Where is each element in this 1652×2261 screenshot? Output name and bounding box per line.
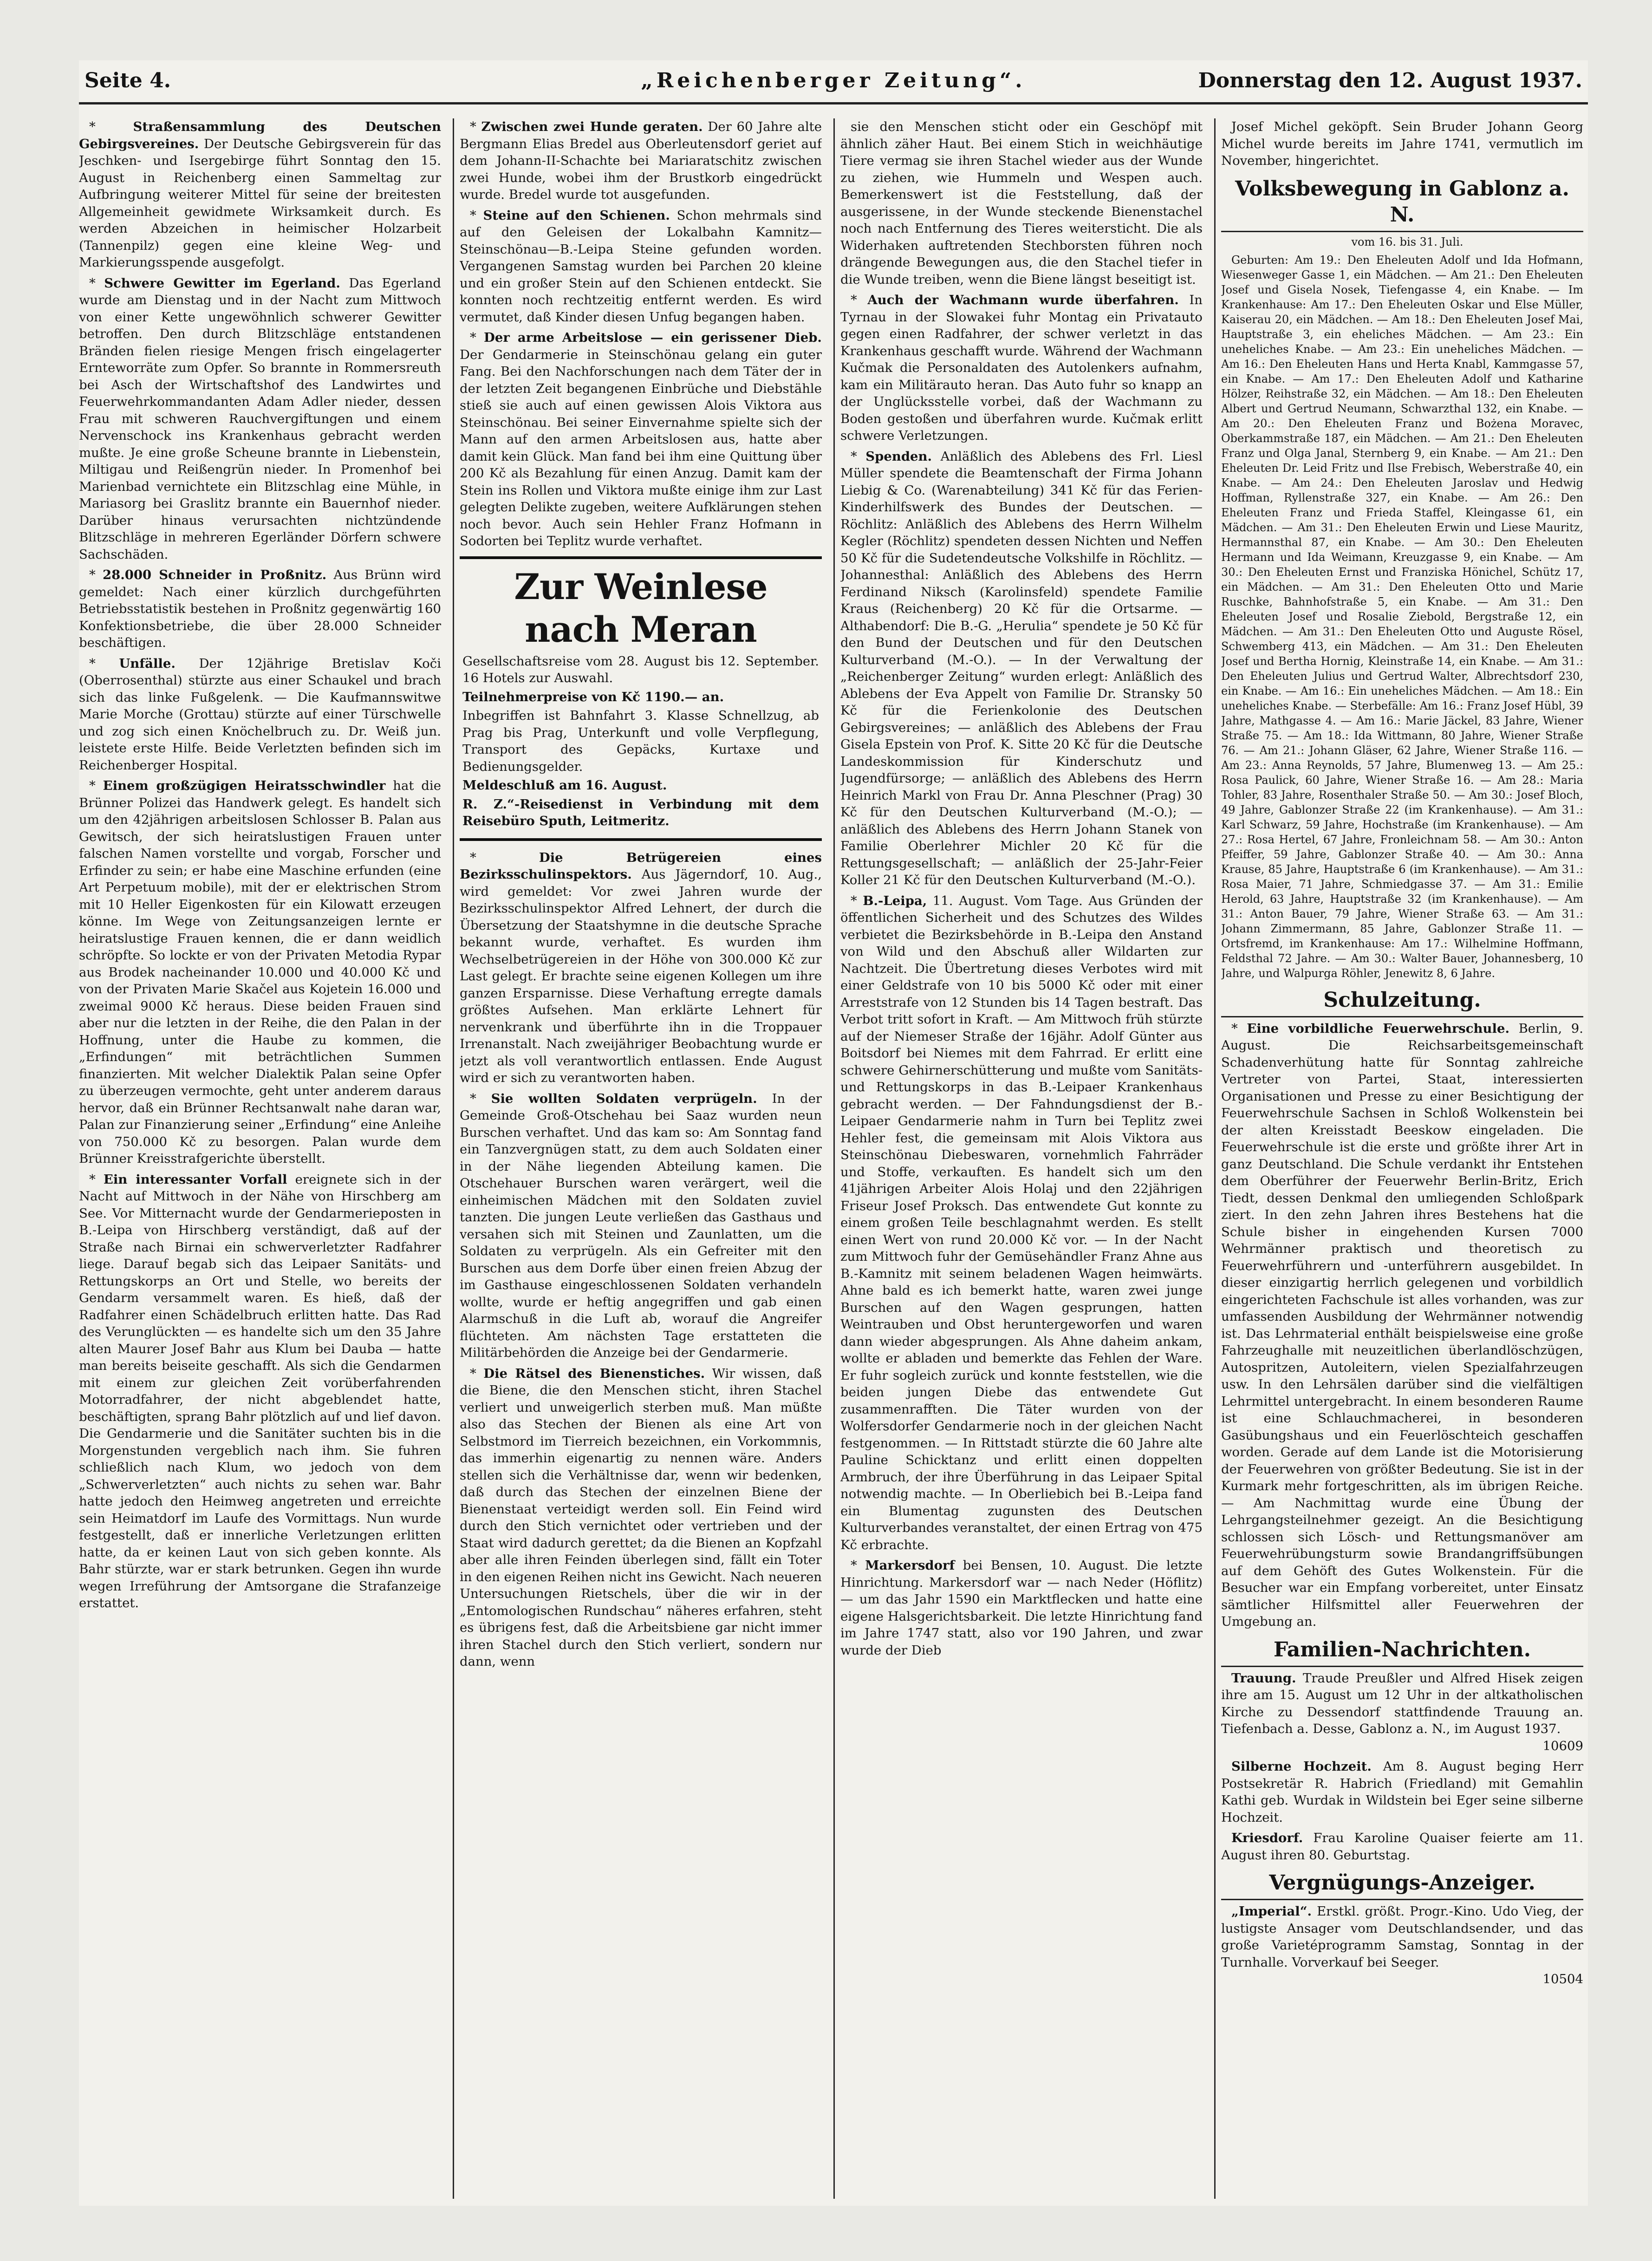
article: * Zwischen zwei Hunde geraten. Der 60 Jahre alte Bergmann Elias Bredel aus Oberleutensdorf geriet auf dem Johann-II-Schachte bei Mariaratschitz zwischen zwei Hunde, wobei ihm der Brustkorb eingedrückt wurde. Bredel wurde tot ausgefunden. bbox=[460, 119, 822, 202]
ad-deadline: Meldeschluß am 16. August. bbox=[462, 778, 667, 793]
article-title: B.-Leipa, bbox=[863, 893, 927, 908]
article-title: Die Rätsel des Bienenstiches. bbox=[483, 1366, 705, 1381]
article-title: Markersdorf bbox=[865, 1558, 955, 1573]
notice-text: Frau Karoline Quaiser feierte am 11. August ihren 80. Geburtstag. bbox=[1221, 1831, 1583, 1863]
article-title: Zwischen zwei Hunde geraten. bbox=[481, 119, 703, 134]
article-text: Aus Brünn wird gemeldet: Nach einer kürzlich durchgeführten Betriebsstatistik bestehen in Proßnitz gegenwärtig 160 Konfektionsbetriebe, die über 28.000 Schneider beschäftigen. bbox=[79, 567, 441, 650]
notice-text: Erstkl. größt. Progr.-Kino. Udo Vieg, der lustigste Ansager vom Deutschlandsender, und das große Varietéprogramm Samstag, Sonntag in der Turnhalle. Vorverkauf bei Seeger. bbox=[1221, 1904, 1583, 1970]
article-text: Das Egerland wurde am Dienstag und in der Nacht zum Mittwoch von einer Kette ungewöhnlich schwerer Gewitter betroffen. Den durch Blitzschläge entstandenen Bränden fielen riesige Mengen frisch eingelagerter Ernteworräte zum Opfer. So brannte in Rommersreuth bei Asch der Wirtschaftshof des Landwirtes und Feuerwehrkommandanten Adam Adler nieder, dessen Frau mit schweren Rauchvergiftungen und einem Nervenschock ins Krankenhaus gebracht werden mußte. Je eine große Scheune brannte in Liebenstein, Miltigau und Reißengrün nieder. In Promenhof bei Marienbad vernichtete ein Blitzschlag eine Mühle, in Mariasorg bei Graslitz brannte ein Bauernhof nieder. Darüber hinaus verursachten nichtzündende Blitzschläge in mehreren Egerländer Dörfern schwere Sachschäden. bbox=[79, 275, 441, 562]
article: * 28.000 Schneider in Proßnitz. Aus Brünn wird gemeldet: Nach einer kürzlich durchgeführten Betriebsstatistik bestehen in Proßnitz gegenwärtig 160 Konfektionsbetriebe, die über 28.000 Schneider beschäftigen. bbox=[79, 567, 441, 650]
entertainment-notice bbox=[1221, 1903, 1583, 1988]
article: * Die Rätsel des Bienenstiches. Wir wissen, daß die Biene, die den Menschen sticht, ihren Stachel verliert und unweigerlich sterben muß. Man müßte also das Stechen der Bienen als eine Art von Selbstmord im Tierreich bezeichnen, ein Vorkommnis, das immerhin eigenartig zu nennen wäre. Anders stellen sich die Verhältnisse dar, wenn wir bedenken, daß durch das Stechen der einzelnen Biene der Bienenstaat verteidigt werden soll. Ein Feind wird durch den Stich vernichtet oder vertrieben und der Staat wird dadurch gerettet; da die Bienen an Kopfzahl aber alle ihren Feinden überlegen sind, fällt ein Toter in den eigenen Reihen nicht ins Gewicht. Nach neueren Untersuchungen Rietschels, über die wir in der „Entomologischen Rundschau“ näheres erfahren, steht es übrigens fest, daß die Arbeitsbiene gar nicht immer ihren Stachel durch den Stich verliert, sondern nur dann, wenn bbox=[460, 1366, 822, 1669]
article: * Sie wollten Soldaten verprügeln. In der Gemeinde Groß-Otschehau bei Saaz wurden neun Burschen verhaftet. Und das kam so: Am Sonntag fand ein Tanzvergnügen statt, zu dem auch Soldaten einer in der Nähe liegenden Abteilung kamen. Die Otschehauer Burschen waren verärgert, weil die einheimischen Mädchen mit den Soldaten zuviel tanzten. Die jungen Leute verließen das Gasthaus und versahen sich mit Steinen und Zaunlatten, um die Soldaten zu verprügeln. Als ein Gefreiter mit den Burschen aus dem Dorfe über einen freien Abzug der im Gasthause eingeschlossenen Soldaten verhandeln wollte, wurde er heftig angegriffen und gab einen Alarmschuß in die Luft ab, worauf die Angreifer flüchteten. Am nächsten Tage erstatteten die Militärbehörden die Anzeige bei der Gendarmerie. bbox=[460, 1091, 822, 1360]
article: * Straßensammlung des Deutschen Gebirgsvereines. Der Deutsche Gebirgsverein für das Jeschken- und Isergebirge führt Sonntag den 15. August in Reichenberg einen Sammeltag zur Aufbringung weiterer Mittel für seine der breitesten Allgemeinheit gewidmete Wirksamkeit durch. Es werden Abzeichen in heimischer Holzarbeit (Tannenpilz) gegen eine kleine Weg- und Markierungsspende ausgefolgt. bbox=[79, 119, 441, 270]
notice-reference: 10504 bbox=[1542, 1972, 1583, 1987]
article: * Ein interessanter Vorfall ereignete sich in der Nacht auf Mittwoch in der Nähe von Hirschberg am See. Vor Mitternacht wurde der Gendarmerieposten in B.-Leipa von Hirschberg verständigt, daß auf der Straße nach Birnai ein schwerverletzter Radfahrer liege. Darauf begab sich das Leipaer Sanitäts- und Rettungskorps an Ort und Stelle, wo bereits der Gendarm versammelt waren. Es hieß, daß der Radfahrer einen Schädelbruch erlitten hatte. Das Rad des Verunglückten — es handelte sich um den 35 Jahre alten Maurer Josef Bahr aus Klum bei Dauba — hatte man bereits beiseite geschafft. Als sich die Gendarmen mit einem zur gleichen Zeit vorüberfahrenden Motorradfahrer, der nicht abgeblendet hatte, beschäftigten, sprang Bahr plötzlich auf und lief davon. Die Gendarmerie und die Sanitäter suchten bis in die Morgenstunden vergeblich nach ihm. Sie fuhren schließlich nach Klum, wo jedoch von dem „Schwerverletzten“ auch nichts zu sehen war. Bahr hatte jedoch den Heimweg angetreten und erreichte sein Heimatdorf im Laufe des Vormittags. Nun wurde festgestellt, daß er innerliche Verletzungen erlitten hatte, da er keinen Laut von sich geben konnte. Als Bahr stürzte, war er stark betrunken. Gegen ihn wurde wegen Irreführung der Amtsorgane die Strafanzeige erstattet. bbox=[79, 1172, 441, 1610]
ad-organizer: R. Z.“-Reisedienst in Verbindung mit dem Reisebüro Sputh, Leitmeritz. bbox=[462, 796, 819, 828]
article-text: In der Gemeinde Groß-Otschehau bei Saaz wurden neun Burschen verhaftet. Und das kam so: Am Sonntag fand ein Tanzvergnügen statt, zu dem auch Soldaten einer in der Nähe liegenden Abteilung kamen. Die Otschehauer Burschen waren verärgert, weil die einheimischen Mädchen mit den Soldaten zuviel tanzten. Die jungen Leute verließen das Gasthaus und versahen sich mit Steinen und Zaunlatten, um die Soldaten zu verprügeln. Als ein Gefreiter mit den Burschen aus dem Dorfe über einen freien Abzug der im Gasthause eingeschlossenen Soldaten verhandeln wollte, wurde er heftig angegriffen und gab einen Alarmschuß in die Luft ab, worauf die Angreifer flüchteten. Am nächsten Tage erstatteten die Militärbehörden die Anzeige bei der Gendarmerie. bbox=[460, 1091, 822, 1360]
masthead-title: „Reichenberger Zeitung“. bbox=[641, 69, 1026, 92]
newspaper-page bbox=[79, 60, 1588, 2206]
column-1 bbox=[79, 118, 441, 2199]
ad-tour-dates: Gesellschaftsreise vom 28. August bis 12. September. 16 Hotels zur Auswahl. bbox=[462, 653, 819, 685]
article-text: In Tyrnau in der Slowakei fuhr Montag ein Privatauto gegen einen Radfahrer, der schwer verletzt in das Krankenhaus geschafft wurde. Während der Wachmann Kučmak die Personaldaten des Autolenkers aufnahm, kam ein Militärauto heran. Das Auto fuhr so knapp an der Unglücksstelle vorbei, daß der Wachmann zu Boden gestoßen und überfahren wurde. Kučmak erlitt schwere Verletzungen. bbox=[840, 293, 1203, 443]
article: * Unfälle. Der 12jährige Bretislav Koči (Oberrosenthal) stürzte aus einer Schaukel und brach sich das linke Fußgelenk. — Die Kaufmannswitwe Marie Morche (Grottau) stürzte auf einer Türschwelle und zog sich einen Knöchelbruch zu. Dr. Weiß jun. leistete erste Hilfe. Beide Verletzten befinden sich im Reichenberger Hospital. bbox=[79, 656, 441, 773]
notice-text: Am 8. August beging Herr Postsekretär R. Habrich (Friedland) mit Gemahlin Kathi geb. Wurdak in Wildstein bei Eger seine silberne Hochzeit. bbox=[1221, 1759, 1583, 1825]
article-text: Der 12jährige Bretislav Koči (Oberrosenthal) stürzte aus einer Schaukel und brach sich das linke Fußgelenk. — Die Kaufmannswitwe Marie Morche (Grottau) stürzte auf einer Türschwelle und zog sich einen Knöchelbruch zu. Dr. Weiß jun. leistete erste Hilfe. Beide Verletzten befinden sich im Reichenberger Hospital. bbox=[79, 656, 441, 773]
article-text: Berlin, 9. August. Die Reichsarbeitsgemeinschaft Schadenverhütung hatte für Sonntag zahlreiche Vertreter von Partei, Staat, interessierten Organisationen und Presse zu einer Besichtigung der Feuerwehrschule Sachsen in Schloß Wolkenstein bei der alten Kreisstadt Beeskow eingeladen. Die Feuerwehrschule ist die erste und größte ihrer Art in ganz Deutschland. Die Schule verdankt ihr Entstehen dem Oberführer der Feuerwehr Berlin-Britz, Erich Tiedt, dessen Denkmal den umliegenden Schloßpark ziert. In den zehn Jahren ihres Bestehens hat die Schule bisher in eingehenden Kursen 7000 Wehrmänner praktisch und theoretisch zu Feuerwehrführern und -unterführern ausgebildet. In dieser einzigartig herrlich gelegenen und vorbildlich eingerichteten Fachschule ist alles vorhanden, was zur umfassenden Ausbildung der Wehrmänner notwendig ist. Das Lehrmaterial enthält beispielsweise eine große Fahrzeughalle mit neuzeitlichen überlandlöschzügen, Autospritzen, Autoleitern, vielen Spezialfahrzeugen usw. In den Lehrsälen darüber sind die vielfältigen Lehrmittel untergebracht. In einem besonderen Raume ist eine Schlauchmacherei, in besonderen Gasübungshaus und ein Feuerlöschteich geschaffen worden. Gerade auf dem Lande ist die Motorisierung der Feuerwehren von größter Bedeutung. Sie ist in der Kurmark mehr fortgeschritten, als im übrigen Reiche. — Am Nachmittag wurde eine Übung der Lehrgangsteilnehmer gezeigt. An die Besichtigung schlossen sich Lösch- und Rettungsmanöver am Feuerwehrübungsturm sowie Brandangriffsübungen auf dem Gehöft des Gutes Wolkenstein. Für die Besucher war ein Empfang vorbereitet, unter Einsatz sämtlicher Hilfsmittel aller Feuerwehren der Umgebung an. bbox=[1221, 1021, 1583, 1629]
section-title-gablonz: Volksbewegung in Gablonz a. N. bbox=[1221, 176, 1583, 232]
article-title: Schwere Gewitter im Egerland. bbox=[104, 275, 340, 291]
column-rule bbox=[453, 118, 454, 2199]
article-title: 28.000 Schneider in Proßnitz. bbox=[102, 567, 327, 582]
article-text: sie den Menschen sticht oder ein Geschöpf mit ähnlich zäher Haut. Bei einem Stich in weichhäutige Tiere vermag sie ihren Stachel wieder aus der Wunde zu ziehen, wie Hummeln und Wespen auch. Bemerkenswert ist die Feststellung, daß der ausgerissene, in der Wunde steckende Bienenstachel noch nach Entfernung des Tieres weitersticht. Die als Widerhaken auftretenden Stechborsten führen noch drängende Bewegungen aus, die den Stachel tiefer in die Wunde treiben, wenn die Biene längst beseitigt ist. bbox=[840, 119, 1203, 287]
article-text: Der Gendarmerie in Steinschönau gelang ein guter Fang. Bei den Nachforschungen nach dem Täter der in der letzten Zeit begangenen Einbrüche und Diebstähle stieß sie auch auf einen gewissen Alois Viktora aus Steinschönau. Bei seiner Einvernahme spielte sich der Mann auf den armen Arbeitslosen aus, hatte aber damit kein Glück. Man fand bei ihm eine Quittung über 200 Kč als Bezahlung für einen Anzug. Damit kam der Stein ins Rollen und Viktora mußte einige ihm zur Last gelegten Delikte zugeben, weitere Aufklärungen stehen noch bevor. Auch sein Hehler Franz Hofmann in Sodorten bei Teplitz wurde verhaftet. bbox=[460, 347, 822, 548]
issue-date: Donnerstag den 12. August 1937. bbox=[1198, 69, 1582, 92]
article-title: Spenden. bbox=[865, 449, 932, 464]
article-text: bei Bensen, 10. August. Die letzte Hinrichtung. Markersdorf war — nach Neder (Höflitz) — um das Jahr 1590 ein Marktflecken und hatte eine eigene Halsgerichtsbarkeit. Die letzte Hinrichtung fand im Jahre 1747 statt, also vor 190 Jahren, und zwar wurde der Dieb bbox=[840, 1558, 1203, 1658]
article-text: Der Deutsche Gebirgsverein für das Jeschken- und Isergebirge führt Sonntag den 15. August in Reichenberg einen Sammeltag zur Aufbringung weiterer Mittel für seine der breitesten Allgemeinheit gewidmete Wirksamkeit durch. Es werden Abzeichen in heimischer Holzarbeit (Tannenpilz) gegen eine kleine Weg- und Markierungsspende ausgefolgt. bbox=[79, 136, 441, 270]
article: * Einem großzügigen Heiratsschwindler hat die Brünner Polizei das Handwerk gelegt. Es handelt sich um den 42jährigen arbeitslosen Schlosser B. Palan aus Gewitsch, der sich heiratslustigen Frauen unter falschen Namen vorstellte und vorgab, Forscher und Erfinder zu sein; er habe eine Maschine erfunden (eine Art Perpetuum mobile), mit der er elektrischen Strom mit 10 Heller Eigenkosten für ein Kilowatt erzeugen könne. Im Wege von Zeitungsanzeigen lernte er heiratslustige Frauen kennen, die er dann weidlich schröpfte. So lockte er von der Privaten Metodia Rypar aus Brodek nacheinander 10.000 und 40.000 Kč und von der Privaten Marie Skačel aus Kojetein 16.000 und zweimal 9000 Kč heraus. Diese beiden Frauen sind aber nur die letzten in der Reihe, die den Palan in der Hoffnung, unter die Haube zu kommen, die „Erfindungen“ mit beträchtlichen Summen finanzierten. Mit welcher Dialektik Palan seine Opfer zu überzeugen vermochte, geht unter anderem daraus hervor, daß ein Brünner Rechtsanwalt nahe daran war, Palan zur Finanzierung seiner „Erfindung“ eine Anleihe von 750.000 Kč zu besorgen. Palan wurde dem Brünner Kreisstrafgerichte überstellt. bbox=[79, 778, 441, 1166]
article: * Steine auf den Schienen. Schon mehrmals sind auf den Geleisen der Lokalbahn Kamnitz—Steinschönau—B.-Leipa Steine gefunden worden. Vergangenen Samstag wurden bei Parchen 20 kleine und ein großer Stein auf den Schienen entdeckt. Sie konnten noch rechtzeitig entfernt werden. Es wird vermutet, daß Kinder diesen Unfug begangen haben. bbox=[460, 208, 822, 325]
notice-label: Silberne Hochzeit. bbox=[1231, 1759, 1372, 1774]
vital-statistics: Geburten: Am 19.: Den Eheleuten Adolf und Ida Hofmann, Wiesenweger Gasse 1, ein Mädchen. — Am 21.: Den Eheleuten Josef und Gisela Nosek, Tiefengasse 4, ein Knabe. — Im Krankenhause: Am 17.: Den Eheleuten Oskar und Else Müller, Kaiserau 20, ein Mädchen. — Am 18.: Den Eheleuten Josef Mai, Hauptstraße 3, ein eheliches Mädchen. — Am 23.: Ein uneheliches Knabe. — Am 23.: Ein uneheliches Mädchen. — Am 16.: Den Eheleuten Hans und Herta Knabl, Kammgasse 57, ein Knabe. — Am 17.: Den Eheleuten Adolf und Katharine Hölzer, Reihstraße 32, ein Mädchen. — Am 18.: Den Eheleuten Albert und Gertrud Neumann, Schwarzthal 132, ein Knabe. — Am 20.: Den Eheleuten Franz und Bożena Moravec, Oberkammstraße 187, ein Mädchen. — Am 21.: Den Eheleuten Franz und Olga Janal, Sternberg 9, ein Knabe. — Am 21.: Den Eheleuten Dr. Leid Fritz und Ilse Frebisch, Weberstraße 40, ein Knabe. — Am 24.: Den Eheleuten Jaroslav und Hedwig Hoffman, Ryllenstraße 327, ein Knabe. — Am 26.: Den Eheleuten Franz und Frieda Staffel, Kleingasse 61, ein Mädchen. — Am 31.: Den Eheleuten Erwin und Liese Mauritz, Hermannsthal 87, ein Knabe. — Am 30.: Den Eheleuten Hermann und Ida Weimann, Kreuzgasse 9, ein Knabe. — Am 30.: Den Eheleuten Ernst und Franziska Hönichel, Schütz 17, ein Mädchen. — Am 31.: Den Eheleuten Otto und Marie Ruschke, Bahnhofstraße 5, ein Knabe. — Am 31.: Den Eheleuten Josef und Rosalie Ziebold, Bergstraße 12, ein Mädchen. — Am 31.: Den Eheleuten Otto und Auguste Rösel, Schwemberg 413, ein Mädchen. — Am 31.: Den Eheleuten Josef und Bertha Hornig, Kleinstraße 14, ein Knabe. — Am 31.: Den Eheleuten Julius und Gertrud Walter, Albrechtsdorf 230, ein Knabe. — Am 16.: Ein uneheliches Mädchen. — Am 18.: Ein uneheliches Knabe. — Sterbefälle: Am 16.: Franz Josef Hübl, 39 Jahre, Mathgasse 4. — Am 16.: Marie Jäckel, 83 Jahre, Wiener Straße 75. — Am 18.: Ida Wittmann, 80 Jahre, Wiener Straße 76. — Am 21.: Johann Gläser, 62 Jahre, Wiener Straße 116. — Am 23.: Anna Reynolds, 57 Jahre, Blumenweg 13. — Am 25.: Rosa Paulick, 60 Jahre, Wiener Straße 16. — Am 28.: Maria Tohler, 83 Jahre, Rosenthaler Straße 50. — Am 30.: Josef Bloch, 49 Jahre, Gablonzer Straße 22 (im Krankenhause). — Am 31.: Karl Schwarz, 59 Jahre, Hochstraße (im Krankenhause). — Am 27.: Rosa Hertel, 67 Jahre, Fronleichnam 58. — Am 30.: Anton Pfeiffer, 59 Jahre, Gablonzer Straße 40. — Am 30.: Anna Krause, 85 Jahre, Hauptstraße 6 (im Krankenhause). — Am 31.: Rosa Maier, 71 Jahre, Schmiedgasse 37. — Am 31.: Emilie Herold, 63 Jahre, Hauptstraße 32 (im Krankenhause). — Am 31.: Anton Bauer, 79 Jahre, Wiener Straße 63. — Am 31.: Johann Zimmermann, 85 Jahre, Gablonzer Straße 11. — Ortsfremd, im Krankenhause: Am 17.: Wilhelmine Hoffmann, Feldsthal 72 Jahre. — Am 30.: Walter Bauer, Johannesberg, 10 Jahre, und Walpurga Röhler, Jenewitz 8, 6 Jahre. bbox=[1221, 253, 1583, 980]
ad-price: Teilnehmerpreise von Kč 1190.— an. bbox=[462, 689, 724, 704]
article-title: Der arme Arbeitslose — ein gerissener Dieb. bbox=[483, 330, 822, 345]
article: * B.-Leipa, 11. August. Vom Tage. Aus Gründen der öffentlichen Sicherheit und des Schutzes des Wildes verbietet die Bezirksbehörde in B.-Leipa den Anstand von Wild und den Abschuß aller Wildarten zur Nachtzeit. Die Übertretung dieses Verbotes wird mit einer Geldstrafe von 10 bis 5000 Kč oder mit einer Arreststrafe von 12 Stunden bis 14 Tagen bestraft. Das Verbot tritt sofort in Kraft. — Am Mittwoch früh stürzte auf der Niemeser Straße der 16jähr. Adolf Günter aus Boitsdorf bei Niemes mit dem Fahrrad. Er erlitt eine schwere Gehirnerschütterung und mußte vom Sanitäts- und Rettungskorps in das B.-Leipaer Krankenhaus gebracht werden. — Der Fahndungsdienst der B.-Leipaer Gendarmerie nahm in Turn bei Teplitz zwei Hehler fest, die gemeinsam mit Alois Viktora aus Steinschönau Diebeswaren, vornehmlich Fahrräder und Stoffe, verkauften. Es handelt sich um den 41jährigen Arbeiter Alois Holaj und den 22jährigen Friseur Josef Proksch. Das entwendete Gut konnte zu einem großen Teile beschlagnahmt werden. Es stellt einen Wert von rund 20.000 Kč vor. — In der Nacht zum Mittwoch fuhr der Gemüsehändler Franz Ahne aus B.-Kamnitz mit seinem beladenen Wagen heimwärts. Ahne bald es ich bemerkt hatte, waren zwei junge Burschen auf den Wagen gesprungen, hatten Weintrauben und Obst heruntergeworfen und waren dann wieder abgesprungen. Als Ahne daheim ankam, wollte er abladen und bemerkte das Fehlen der Ware. Er fuhr sogleich zurück und konnte feststellen, wie die beiden jungen Diebe das entwendete Gut zusammenrafften. Die Täter wurden von der Wolfersdorfer Gendarmerie noch in der gleichen Nacht festgenommen. — In Rittstadt stürzte die 60 Jahre alte Pauline Schicktanz und erlitt einen doppelten Armbruch, der ihre Überführung in das Leipaer Spital notwendig machte. — In Oberliebich bei B.-Leipa fand ein Blumentag zugunsten des Deutschen Kulturverbandes veranstaltet, der einen Ertrag von 475 Kč erbrachte. bbox=[840, 893, 1203, 1552]
article-title: Straßensammlung des Deutschen Gebirgsvereines. bbox=[79, 119, 441, 151]
notice-label: Trauung. bbox=[1231, 1670, 1296, 1686]
section-title-schulzeitung: Schulzeitung. bbox=[1221, 987, 1583, 1017]
section-title-vergnuegung: Vergnügungs-Anzeiger. bbox=[1221, 1870, 1583, 1900]
article-title: Auch der Wachmann wurde überfahren. bbox=[867, 293, 1179, 307]
travel-advertisement bbox=[460, 556, 822, 841]
article-text: hat die Brünner Polizei das Handwerk gelegt. Es handelt sich um den 42jährigen arbeitslosen Schlosser B. Palan aus Gewitsch, der sich heiratslustigen Frauen unter falschen Namen vorstellte und vorgab, Forscher und Erfinder zu sein; er habe eine Maschine erfunden (eine Art Perpetuum mobile), mit der er elektrischen Strom mit 10 Heller Eigenkosten für ein Kilowatt erzeugen könne. Im Wege von Zeitungsanzeigen lernte er heiratslustige Frauen kennen, die er dann weidlich schröpfte. So lockte er von der Privaten Metodia Rypar aus Brodek nacheinander 10.000 und 40.000 Kč und von der Privaten Marie Skačel aus Kojetein 16.000 und zweimal 9000 Kč heraus. Diese beiden Frauen sind aber nur die letzten in der Reihe, die den Palan in der Hoffnung, unter die Haube zu kommen, die „Erfindungen“ mit beträchtlichen Summen finanzierten. Mit welcher Dialektik Palan seine Opfer zu überzeugen vermochte, geht unter anderem daraus hervor, daß ein Brünner Rechtsanwalt nahe daran war, Palan zur Finanzierung seiner „Erfindung“ eine Anleihe von 750.000 Kč zu besorgen. Palan wurde dem Brünner Kreisstrafgerichte überstellt. bbox=[79, 778, 441, 1166]
family-notice bbox=[1221, 1670, 1583, 1755]
article-title: Ein interessanter Vorfall bbox=[103, 1172, 287, 1187]
article: * Der arme Arbeitslose — ein gerissener Dieb. Der Gendarmerie in Steinschönau gelang ein guter Fang. Bei den Nachforschungen nach dem Täter der in der letzten Zeit begangenen Einbrüche und Diebstähle stieß sie auch auf einen gewissen Alois Viktora aus Steinschönau. Bei seiner Einvernahme spielte sich der Mann auf den armen Arbeitslosen aus, hatte aber damit kein Glück. Man fand bei ihm eine Quittung über 200 Kč als Bezahlung für einen Anzug. Damit kam der Stein ins Rollen und Viktora mußte einige ihm zur Last gelegten Delikte zugeben, weitere Aufklärungen stehen noch bevor. Auch sein Hehler Franz Hofmann in Sodorten bei Teplitz wurde verhaftet. bbox=[460, 330, 822, 548]
article-title: Einem großzügigen Heiratsschwindler bbox=[103, 778, 386, 793]
notice-label: Kriesdorf. bbox=[1231, 1831, 1303, 1845]
article-continuation: Josef Michel geköpft. Sein Bruder Johann Georg Michel wurde bereits im Jahre 1741, vermutlich im November, hingerichtet. bbox=[1221, 119, 1583, 168]
article-text: Anläßlich des Ablebens des Frl. Liesl Müller spendete die Beamtenschaft der Firma Johann Liebig & Co. (Warenabteilung) 341 Kč für das Ferien-Kinderhilfswerk des Bundes der Deutschen. — Röchlitz: Anläßlich des Ablebens des Herrn Wilhelm Kegler (Röchlitz) spendeten dessen Nichten und Neffen 50 Kč für die Sudetendeutsche Volkshilfe in Röchlitz. — Johannesthal: Anläßlich des Ablebens des Herrn Ferdinand Niksch (Karolinsfeld) spendete Familie Kraus (Reichenberg) 20 Kč für die Ortsarme. — Althabendorf: Die B.-G. „Herulia“ spendete je 50 Kč für den Bund der Deutschen und für den Deutschen Kulturverband (M.-O.). — In der Verwaltung der „Reichenberger Zeitung“ wurden erlegt: Anläßlich des Ablebens der Eva Appelt von Familie Dr. Stransky 50 Kč für die Ferienkolonie des Deutschen Gebirgsvereines; — anläßlich des Ablebens der Frau Gisela Epstein von Prof. K. Sitte 20 Kč für die Deutsche Landeskommission für Kinderschutz und Jugendfürsorge; — anläßlich des Ablebens des Herrn Heinrich Markl von Frau Dr. Anna Pleschner (Prag) 30 Kč für den Deutschen Kulturverband (M.-O.); — anläßlich des Ablebens des Herrn Johann Stanek von Familie Oberlehrer Michler 20 Kč für die Rettungsgesellschaft; — anläßlich der 25-Jahr-Feier Koller 21 Kč für den Deutschen Kulturverband (M.-O.). bbox=[840, 449, 1203, 887]
article-title: Steine auf den Schienen. bbox=[483, 208, 670, 223]
article: * Markersdorf bei Bensen, 10. August. Die letzte Hinrichtung. Markersdorf war — nach Neder (Höflitz) — um das Jahr 1590 ein Marktflecken und hatte eine eigene Halsgerichtsbarkeit. Die letzte Hinrichtung fand im Jahre 1747 statt, also vor 190 Jahren, und zwar wurde der Dieb bbox=[840, 1558, 1203, 1658]
article: * Schwere Gewitter im Egerland. Das Egerland wurde am Dienstag und in der Nacht zum Mittwoch von einer Kette ungewöhnlich schwerer Gewitter betroffen. Den durch Blitzschläge entstandenen Bränden fielen riesige Mengen frisch eingelagerter Ernteworräte zum Opfer. So brannte in Rommersreuth bei Asch der Wirtschaftshof des Landwirtes und Feuerwehrkommandanten Adam Adler nieder, dessen Frau mit schweren Rauchvergiftungen und einem Nervenschock ins Krankenhaus gebracht werden mußte. Je eine große Scheune brannte in Liebenstein, Miltigau und Reißengrün nieder. In Promenhof bei Marienbad vernichtete ein Blitzschlag eine Mühle, in Mariasorg bei Graslitz brannte ein Bauernhof nieder. Darüber hinaus verursachten nichtzündende Blitzschläge in mehreren Egerländer Dörfern schwere Sachschäden. bbox=[79, 275, 441, 562]
article: * Die Betrügereien eines Bezirksschulinspektors. Aus Jägerndorf, 10. Aug., wird gemeldet: Vor zwei Jahren wurde der Bezirksschulinspektor Alfred Lehnert, der durch die Übersetzung der Staatshymne in die deutsche Sprache bekannt wurde, verhaftet. Es wurden ihm Wechselbetrügereien in der Höhe von 300.000 Kč zur Last gelegt. Er brachte seine eigenen Kollegen um ihre ganzen Ersparnisse. Diese Verhaftung erregte damals größtes Aufsehen. Man erklärte Lehnert für nervenkrank und überführte ihn in die Troppauer Irrenanstalt. Nach zweijähriger Beobachtung wurde er jetzt als voll verantwortlich entlassen. Ende August wird er sich zu verantworten haben. bbox=[460, 850, 822, 1085]
article-text: Schon mehrmals sind auf den Geleisen der Lokalbahn Kamnitz—Steinschönau—B.-Leipa Steine gefunden worden. Vergangenen Samstag wurden bei Parchen 20 kleine und ein großer Stein auf den Schienen entdeckt. Sie konnten noch rechtzeitig entfernt werden. Es wird vermutet, daß Kinder diesen Unfug begangen haben. bbox=[460, 208, 822, 325]
article-text: Aus Jägerndorf, 10. Aug., wird gemeldet: Vor zwei Jahren wurde der Bezirksschulinspektor Alfred Lehnert, der durch die Übersetzung der Staatshymne in die deutsche Sprache bekannt wurde, verhaftet. Es wurden ihm Wechselbetrügereien in der Höhe von 300.000 Kč zur Last gelegt. Er brachte seine eigenen Kollegen um ihre ganzen Ersparnisse. Diese Verhaftung erregte damals größtes Aufsehen. Man erklärte Lehnert für nervenkrank und überführte ihn in die Troppauer Irrenanstalt. Nach zweijähriger Beobachtung wurde er jetzt als voll verantwortlich entlassen. Ende August wird er sich zu verantworten haben. bbox=[460, 867, 822, 1085]
article-text: Der 60 Jahre alte Bergmann Elias Bredel aus Oberleutensdorf geriet auf dem Johann-II-Schachte bei Mariaratschitz zwischen zwei Hunde, wobei ihm der Brustkorb eingedrückt wurde. Bredel wurde tot ausgefunden. bbox=[460, 119, 822, 202]
article-title: Eine vorbildliche Feuerwehrschule. bbox=[1247, 1021, 1510, 1036]
column-rule bbox=[1214, 118, 1216, 2199]
family-notice bbox=[1221, 1830, 1583, 1864]
family-notice bbox=[1221, 1758, 1583, 1826]
article: * Spenden. Anläßlich des Ablebens des Frl. Liesl Müller spendete die Beamtenschaft der Firma Johann Liebig & Co. (Warenabteilung) 341 Kč für das Ferien-Kinderhilfswerk des Bundes der Deutschen. — Röchlitz: Anläßlich des Ablebens des Herrn Wilhelm Kegler (Röchlitz) spendeten dessen Nichten und Neffen 50 Kč für die Sudetendeutsche Volkshilfe in Röchlitz. — Johannesthal: Anläßlich des Ablebens des Herrn Ferdinand Niksch (Karolinsfeld) spendete Familie Kraus (Reichenberg) 20 Kč für die Ortsarme. — Althabendorf: Die B.-G. „Herulia“ spendete je 50 Kč für den Bund der Deutschen und für den Deutschen Kulturverband (M.-O.). — In der Verwaltung der „Reichenberger Zeitung“ wurden erlegt: Anläßlich des Ablebens der Eva Appelt von Familie Dr. Stransky 50 Kč für die Ferienkolonie des Deutschen Gebirgsvereines; — anläßlich des Ablebens der Frau Gisela Epstein von Prof. K. Sitte 20 Kč für die Deutsche Landeskommission für Kinderschutz und Jugendfürsorge; — anläßlich des Ablebens des Herrn Heinrich Markl von Frau Dr. Anna Pleschner (Prag) 30 Kč für den Deutschen Kulturverband (M.-O.); — anläßlich des Ablebens des Herrn Johann Stanek von Familie Oberlehrer Michler 20 Kč für die Rettungsgesellschaft; — anläßlich der 25-Jahr-Feier Koller 21 Kč für den Deutschen Kulturverband (M.-O.). bbox=[840, 449, 1203, 887]
article: * Eine vorbildliche Feuerwehrschule. Berlin, 9. August. Die Reichsarbeitsgemeinschaft Schadenverhütung hatte für Sonntag zahlreiche Vertreter von Partei, Staat, interessierten Organisationen und Presse zu einer Besichtigung der Feuerwehrschule Sachsen in Schloß Wolkenstein bei der alten Kreisstadt Beeskow eingeladen. Die Feuerwehrschule ist die erste und größte ihrer Art in ganz Deutschland. Die Schule verdankt ihr Entstehen dem Oberführer der Feuerwehr Berlin-Britz, Erich Tiedt, dessen Denkmal den umliegenden Schloßpark ziert. In den zehn Jahren ihres Bestehens hat die Schule bisher in eingehenden Kursen 7000 Wehrmänner praktisch und theoretisch zu Feuerwehrführern und -unterführern ausgebildet. In dieser einzigartig herrlich gelegenen und vorbildlich eingerichteten Fachschule ist alles vorhanden, was zur umfassenden Ausbildung der Wehrmänner notwendig ist. Das Lehrmaterial enthält beispielsweise eine große Fahrzeughalle mit neuzeitlichen überlandlöschzügen, Autospritzen, Autoleitern, vielen Spezialfahrzeugen usw. In den Lehrsälen darüber sind die vielfältigen Lehrmittel untergebracht. In einem besonderen Raume ist eine Schlauchmacherei, in besonderen Gasübungshaus und ein Feuerlöschteich geschaffen worden. Gerade auf dem Lande ist die Motorisierung der Feuerwehren von größter Bedeutung. Sie ist in der Kurmark mehr fortgeschritten, als im übrigen Reiche. — Am Nachmittag wurde eine Übung der Lehrgangsteilnehmer gezeigt. An die Besichtigung schlossen sich Lösch- und Rettungsmanöver am Feuerwehrübungsturm sowie Brandangriffsübungen auf dem Gehöft des Gutes Wolkenstein. Für die Besucher war ein Empfang vorbereitet, unter Einsatz sämtlicher Hilfsmittel aller Feuerwehren der Umgebung an. bbox=[1221, 1021, 1583, 1629]
page-number: Seite 4. bbox=[85, 69, 171, 92]
article-title: Sie wollten Soldaten verprügeln. bbox=[491, 1091, 757, 1106]
section-title-familien: Familien-Nachrichten. bbox=[1221, 1637, 1583, 1667]
article-continuation bbox=[840, 118, 1203, 288]
article-text: 11. August. Vom Tage. Aus Gründen der öffentlichen Sicherheit und des Schutzes des Wildes verbietet die Bezirksbehörde in B.-Leipa den Anstand von Wild und den Abschuß aller Wildarten zur Nachtzeit. Die Übertretung dieses Verbotes wird mit einer Geldstrafe von 10 bis 5000 Kč oder mit einer Arreststrafe von 12 Stunden bis 14 Tagen bestraft. Das Verbot tritt sofort in Kraft. — Am Mittwoch früh stürzte auf der Niemeser Straße der 16jähr. Adolf Günter aus Boitsdorf bei Niemes mit dem Fahrrad. Er erlitt eine schwere Gehirnerschütterung und mußte vom Sanitäts- und Rettungskorps in das B.-Leipaer Krankenhaus gebracht werden. — Der Fahndungsdienst der B.-Leipaer Gendarmerie nahm in Turn bei Teplitz zwei Hehler fest, die gemeinsam mit Alois Viktora aus Steinschönau Diebeswaren, vornehmlich Fahrräder und Stoffe, verkauften. Es handelt sich um den 41jährigen Arbeiter Alois Holaj und den 22jährigen Friseur Josef Proksch. Das entwendete Gut konnte zu einem großen Teile beschlagnahmt werden. Es stellt einen Wert von rund 20.000 Kč vor. — In der Nacht zum Mittwoch fuhr der Gemüsehändler Franz Ahne aus B.-Kamnitz mit seinem beladenen Wagen heimwärts. Ahne bald es ich bemerkt hatte, waren zwei junge Burschen auf den Wagen gesprungen, hatten Weintrauben und Obst heruntergeworfen und waren dann wieder abgesprungen. Als Ahne daheim ankam, wollte er abladen und bemerkte das Fehlen der Ware. Er fuhr sogleich zurück und konnte feststellen, wie die beiden jungen Diebe das entwendete Gut zusammenrafften. Die Täter wurden von der Wolfersdorfer Gendarmerie noch in der gleichen Nacht festgenommen. — In Rittstadt stürzte die 60 Jahre alte Pauline Schicktanz und erlitt einen doppelten Armbruch, der ihre Überführung in das Leipaer Spital notwendig machte. — In Oberliebich bei B.-Leipa fand ein Blumentag zugunsten des Deutschen Kulturverbandes veranstaltet, der einen Ertrag von 475 Kč erbrachte. bbox=[840, 893, 1203, 1552]
column-4 bbox=[1221, 118, 1583, 2199]
column-3 bbox=[840, 118, 1203, 2199]
notice-label: „Imperial“. bbox=[1231, 1904, 1312, 1919]
article-text: Wir wissen, daß die Biene, die den Menschen sticht, ihren Stachel verliert und unweigerlich sterben muß. Man müßte also das Stechen der Bienen als eine Art von Selbstmord im Tierreich bezeichnen, ein Vorkommnis, das immerhin eigenartig zu nennen wäre. Anders stellen sich die Verhältnisse dar, wenn wir bedenken, daß durch das Stechen der einzelnen Biene der Bienenstaat verteidigt werden soll. Ein Feind wird durch den Stich vernichtet oder vertrieben und der Staat wird dadurch gerettet; da die Bienen an Kopfzahl aber alle ihren Feinden überlegen sind, fällt ein Toter in den eigenen Reihen nicht ins Gewicht. Nach neueren Untersuchungen Rietschels, über die wir in der „Entomologischen Rundschau“ näheres erfahren, steht es übrigens fest, daß die Arbeitsbiene gar nicht immer ihren Stachel durch den Stich verliert, sondern nur dann, wenn bbox=[460, 1366, 822, 1669]
ad-headline: Zur Weinlese nach Meran bbox=[514, 566, 767, 650]
article-text: ereignete sich in der Nacht auf Mittwoch in der Nähe von Hirschberg am See. Vor Mitternacht wurde der Gendarmerieposten in B.-Leipa von Hirschberg verständigt, daß auf der Straße nach Birnai ein schwerverletzter Radfahrer liege. Darauf begab sich das Leipaer Sanitäts- und Rettungskorps an Ort und Stelle, wo bereits der Gendarm versammelt waren. Es hieß, daß der Radfahrer einen Schädelbruch erlitten hatte. Das Rad des Verunglückten — es handelte sich um den 35 Jahre alten Maurer Josef Bahr aus Klum bei Dauba — hatte man bereits beiseite geschafft. Als sich die Gendarmen mit einem zur gleichen Zeit vorüberfahrenden Motorradfahrer, der nicht abgeblendet hatte, beschäftigten, sprang Bahr plötzlich auf und lief davon. Die Gendarmerie und die Sanitäter suchten bis in die Morgenstunden vergeblich nach ihm. Sie fuhren schließlich nach Klum, wo jedoch von dem „Schwerverletzten“ auch nichts zu sehen war. Bahr hatte jedoch den Heimweg angetreten und erreichte sein Heimatdorf im Laufe des Vormittags. Nun wurde festgestellt, daß er innerliche Verletzungen erlitten hatte, da er keinen Laut von sich geben konnte. Als Bahr stürzte, war er stark betrunken. Gegen ihn wurde wegen Irreführung der Amtsorgane die Strafanzeige erstattet. bbox=[79, 1172, 441, 1610]
notice-reference: 10609 bbox=[1542, 1738, 1583, 1753]
article-title: Die Betrügereien eines Bezirksschulinspektors. bbox=[460, 850, 822, 882]
section-subtitle: vom 16. bis 31. Juli. bbox=[1351, 235, 1463, 248]
article: * Auch der Wachmann wurde überfahren. In Tyrnau in der Slowakei fuhr Montag ein Privatauto gegen einen Radfahrer, der schwer verletzt in das Krankenhaus geschafft wurde. Während der Wachmann Kučmak die Personaldaten des Autolenkers aufnahm, kam ein Militärauto heran. Das Auto fuhr so knapp an der Unglücksstelle vorbei, daß der Wachmann zu Boden gestoßen und überfahren wurde. Kučmak erlitt schwere Verletzungen. bbox=[840, 293, 1203, 443]
article-title: Unfälle. bbox=[119, 656, 176, 671]
column-rule bbox=[833, 118, 835, 2199]
page-header bbox=[79, 60, 1588, 104]
notice-text: Traude Preußler und Alfred Hisek zeigen ihre am 15. August um 12 Uhr in der altkatholischen Kirche zu Dessendorf stattfindende Trauung an. Tiefenbach a. Desse, Gablonz a. N., im August 1937. bbox=[1221, 1670, 1583, 1736]
column-2 bbox=[460, 118, 822, 2199]
ad-included: Inbegriffen ist Bahnfahrt 3. Klasse Schnellzug, ab Prag bis Prag, Unterkunft und volle Verpflegung, Transport des Gepäcks, Kurtaxe und Bedienungsgelder. bbox=[462, 708, 819, 774]
